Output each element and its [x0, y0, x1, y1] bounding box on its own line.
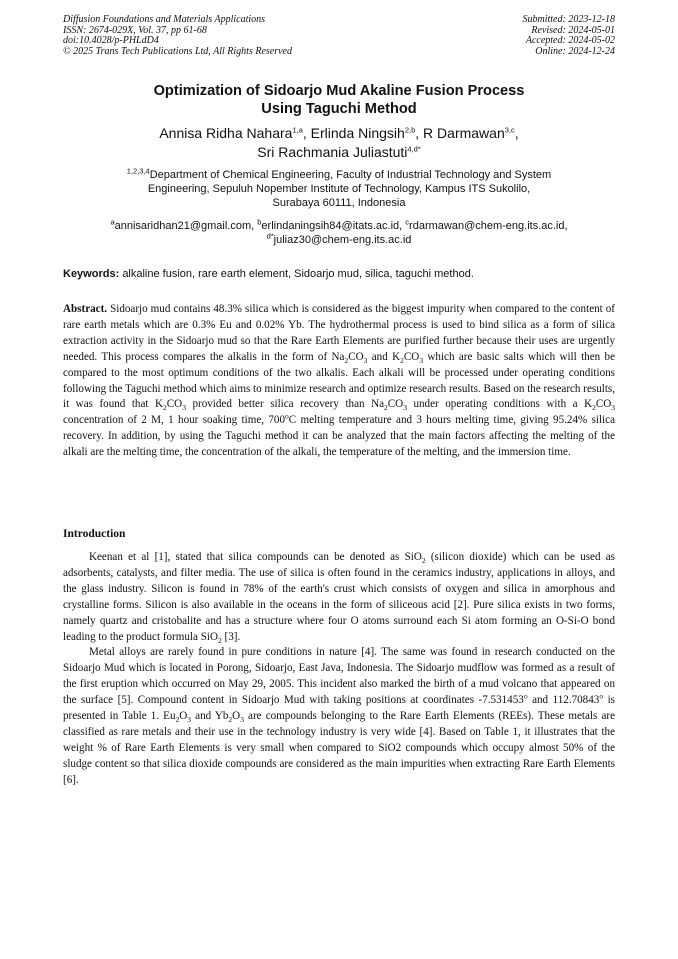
- email-d-sup: d*: [266, 231, 274, 241]
- subscript: 2: [400, 355, 404, 365]
- email-b-sup: b: [257, 217, 262, 227]
- submitted-date: Submitted: 2023-12-18: [522, 14, 615, 25]
- affiliation-sup: 1,2,3,4: [126, 166, 150, 176]
- title-line-2: Using Taguchi Method: [261, 101, 417, 117]
- paragraph-text: (silicon dioxide) which can be used as adsorbents, catalysts, and filter media. The use of silica is often found in the ceramics industry, applications in alloys, and the glass industry. Silicon is found in 78% of the earth's crust which consists of oxygen and silica in amorphous and crystalline forms. Silicon is also available in the oceans in the form of siliceous acid [2]. Pure silica exists in two forms, namely quartz and cristobalite and has a structure where four O atoms surround each Si atom forming an O-Si-O bond leading to the product formula SiO: [63, 551, 615, 643]
- introduction-body: [63, 550, 615, 789]
- abstract-text: CO: [403, 350, 420, 363]
- subscript: 3: [240, 715, 244, 725]
- author-3-affil: 3,c: [504, 125, 515, 135]
- subscript: 2: [217, 635, 222, 645]
- subscript: 2: [384, 403, 388, 413]
- subscript: 2: [344, 355, 349, 365]
- abstract: [63, 302, 615, 461]
- copyright: © 2025 Trans Tech Publications Ltd, All Rights Reserved: [63, 45, 292, 57]
- revised-date: Revised: 2024-05-01: [531, 24, 615, 36]
- subscript: 2: [228, 715, 233, 725]
- dates-header: [523, 15, 616, 57]
- abstract-text: CO: [595, 398, 612, 411]
- email-c-sup: c: [405, 217, 410, 227]
- journal-header: [63, 15, 292, 57]
- journal-name: Diffusion Foundations and Materials Applications: [63, 14, 266, 25]
- abstract-text: CO: [348, 350, 364, 363]
- affiliation-line-1: Department of Chemical Engineering, Faculty of Industrial Technology and System: [149, 169, 552, 181]
- paragraph-text: O: [179, 710, 188, 723]
- author-list: Annisa Ridha Nahara$^{1,a}$, Erlinda Ningsih$^{2,b}$, R Darmawan$^{3,c}$, Sri Rachmania Juliastuti$^{4,d*}$: [159, 125, 519, 160]
- email-a[interactable]: annisaridhan21@gmail.com,: [114, 220, 255, 232]
- email-b[interactable]: erlindaningsih84@itats.ac.id,: [261, 220, 403, 232]
- paper-title: [40, 82, 638, 118]
- abstract-text: under operating conditions with a K: [406, 398, 593, 411]
- affiliation: [60, 168, 618, 210]
- degree-sup: o: [523, 691, 528, 701]
- title-line-1: Optimization of Sidoarjo Mud Akaline Fusion Process: [153, 83, 525, 99]
- email-d[interactable]: juliaz30@chem-eng.its.ac.id: [273, 234, 412, 246]
- author-3: R Darmawan: [423, 125, 505, 141]
- online-date: Online: 2024-12-24: [535, 45, 615, 57]
- paragraph-text: are compounds belonging to the Rare Earth Elements (REEs). These metals are classified as rare metals and their use in the technology industry is very wide [4]. Based on Table 1, it illustrates that the weight % of Rare Earth Elements is very small when compared to SiO2 compounds which occupy almost 50% of the sludge content so that silica dioxide compounds are considered as the main impurities when extracting Rare Earth Elements [6].: [63, 710, 615, 786]
- email-a-sup: a: [110, 217, 115, 227]
- author-1-affil: 1,a: [292, 125, 303, 135]
- paragraph-text: is presented in Table 1. Eu: [63, 694, 615, 723]
- paragraph-text: Metal alloys are rarely found in pure conditions in nature [4]. The same was found in research conducted on the Sidoarjo Mud which is located in Porong, Sidoarjo, East Java, Indonesia. The Sidoarjo mudflow was formed as a result of the first eruption which occurred on May 29, 2005. This incident also marked the birth of a mud volcano that appeared on the surface [5]. Compound content in Sidoarjo Mud with taking positions at coordinates -7.531453: [63, 646, 615, 707]
- keywords-label: Keywords:: [63, 268, 120, 280]
- abstract-text: CO: [166, 398, 183, 411]
- author-4: Sri Rachmania Juliastuti: [257, 143, 408, 160]
- paragraph-text: and Yb: [191, 710, 229, 723]
- paragraph-text: [3].: [221, 630, 241, 643]
- subscript: 2: [175, 715, 180, 725]
- paragraph-text: and 112.70843: [527, 694, 600, 707]
- affiliation-line-2: Engineering, Sepuluh Nopember Institute of Technology, Kampus ITS Sukolilo,: [147, 183, 531, 195]
- subscript: 2: [421, 556, 426, 566]
- paragraph-text: Keenan et al [1], stated that silica compounds can be denoted as SiO: [89, 551, 422, 563]
- subscript: 3: [187, 715, 192, 725]
- subscript: 3: [419, 355, 424, 365]
- abstract-text: concentration of 2 M, 1 hour soaking time, 700: [63, 414, 286, 427]
- author-4-affil: 4,d*: [407, 143, 421, 153]
- degree-sup: o: [599, 691, 604, 701]
- subscript: 2: [592, 403, 596, 413]
- accepted-date: Accepted: 2024-05-02: [525, 35, 615, 47]
- paragraph: [63, 550, 615, 645]
- abstract-text: which are basic salts which will then be compared to the most optimum conditions of the two alkalis. Each alkali will be processed under operating conditions following the Taguchi method which aims to minimize research and optimize research results. Based on the research results, it was found that K: [63, 350, 616, 411]
- doi[interactable]: doi:10.4028/p-PHLdD4: [63, 35, 159, 47]
- subscript: 2: [163, 403, 167, 413]
- abstract-text: provided better silica recovery than Na: [185, 398, 385, 411]
- paragraph-text: O: [232, 710, 241, 723]
- abstract-text: CO: [387, 398, 404, 411]
- email-list: [50, 219, 628, 247]
- author-1: Annisa Ridha Nahara: [159, 125, 293, 141]
- subscript: 3: [611, 403, 616, 413]
- paragraph: [63, 645, 615, 788]
- degree-sup: o: [285, 411, 289, 421]
- subscript: 3: [363, 355, 368, 365]
- author-2-affil: 2,b: [404, 125, 416, 135]
- subscript: 3: [182, 403, 186, 413]
- author-2: Erlinda Ningsih: [310, 125, 405, 141]
- subscript: 3: [403, 403, 407, 413]
- abstract-text: C melting temperature and 3 hours melting time, giving 95.24% silica recovery. In addition, by using the Taguchi method it can be analyzed that the main factors affecting the melting of the alkali are the melting time, the concentration of the alkali, the temperature of the melting, and the immersion time.: [63, 414, 615, 459]
- introduction-heading: Introduction: [63, 528, 126, 540]
- affiliation-line-3: Surabaya 60111, Indonesia: [272, 197, 406, 209]
- email-c[interactable]: rdarmawan@chem-eng.its.ac.id,: [409, 220, 568, 232]
- keywords: [63, 267, 615, 281]
- issn: ISSN: 2674-029X, Vol. 37, pp 61-68: [63, 24, 207, 36]
- keywords-text: alkaline fusion, rare earth element, Sidoarjo mud, silica, taguchi method.: [122, 268, 474, 280]
- abstract-text: Sidoarjo mud contains 48.3% silica which is considered as the biggest impurity when compared to the content of rare earth metals which are 0.3% Eu and 0.02% Yb. The hydrothermal process is used to bind silica as a form of silica extraction activity in the Sidoarjo mud so that the Rare Earth Elements are purified further because their uses are urgently needed. This process compares the alkalis in the form of Na: [63, 303, 615, 363]
- abstract-text: and K: [367, 350, 401, 363]
- abstract-label: Abstract.: [63, 303, 108, 315]
